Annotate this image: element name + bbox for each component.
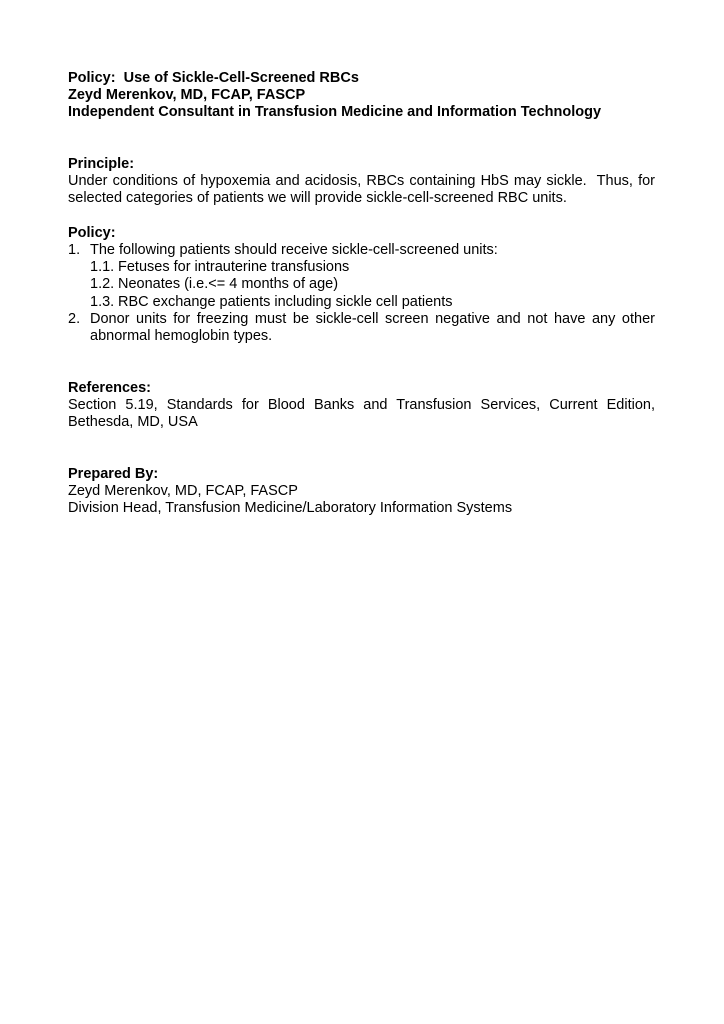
references-section [68,379,660,432]
prepared-by-section [68,466,655,518]
references-body: Section 5.19, Standards for Blood Banks and Transfusion Services, Current Edition, Bethesda, MD, USA [68,396,660,431]
policy-item-1-2-number: 1.2. [90,276,115,293]
prepared-by-role: Division Head, Transfusion Medicine/Laboratory Information Systems [68,500,513,517]
policy-item-1-2 [68,276,655,293]
policy-item-1-2-text: Neonates (i.e.<= 4 months of age) [118,276,339,293]
document-affiliation: Independent Consultant in Transfusion Medicine and Information Technology [68,104,602,121]
prepared-by-name: Zeyd Merenkov, MD, FCAP, FASCP [68,482,298,499]
policy-section [68,224,660,345]
document-author: Zeyd Merenkov, MD, FCAP, FASCP [68,87,306,104]
policy-item-2-number: 2. [68,310,81,327]
principle-body: Under conditions of hypoxemia and acidosis, RBCs containing HbS may sickle. Thus, for selected categories of patients we will provide sickle-cell-screened RBC units. [68,173,660,207]
references-heading: References: [68,379,152,396]
policy-heading: Policy: [68,224,116,241]
principle-heading: Principle: [68,156,135,172]
policy-item-2-text: Donor units for freezing must be sickle-cell screen negative and not have any other abnormal hemoglobin types. [90,310,660,345]
policy-item-2 [68,310,660,345]
policy-item-1-3-text: RBC exchange patients including sickle cell patients [118,293,453,310]
policy-item-1-1 [68,259,655,276]
policy-item-1-1-text: Fetuses for intrauterine transfusions [118,259,350,276]
policy-item-1-1-number: 1.1. [90,259,115,276]
policy-item-1 [68,242,655,259]
principle-section [68,156,660,208]
document-title: Policy: Use of Sickle-Cell-Screened RBCs [68,70,359,86]
policy-item-1-3 [68,294,655,311]
policy-item-1-text: The following patients should receive sickle-cell-screened units: [90,242,498,258]
prepared-by-heading: Prepared By: [68,465,159,482]
policy-item-1-3-number: 1.3. [90,293,115,310]
policy-item-1-number: 1. [68,242,81,258]
document-header [68,70,655,122]
